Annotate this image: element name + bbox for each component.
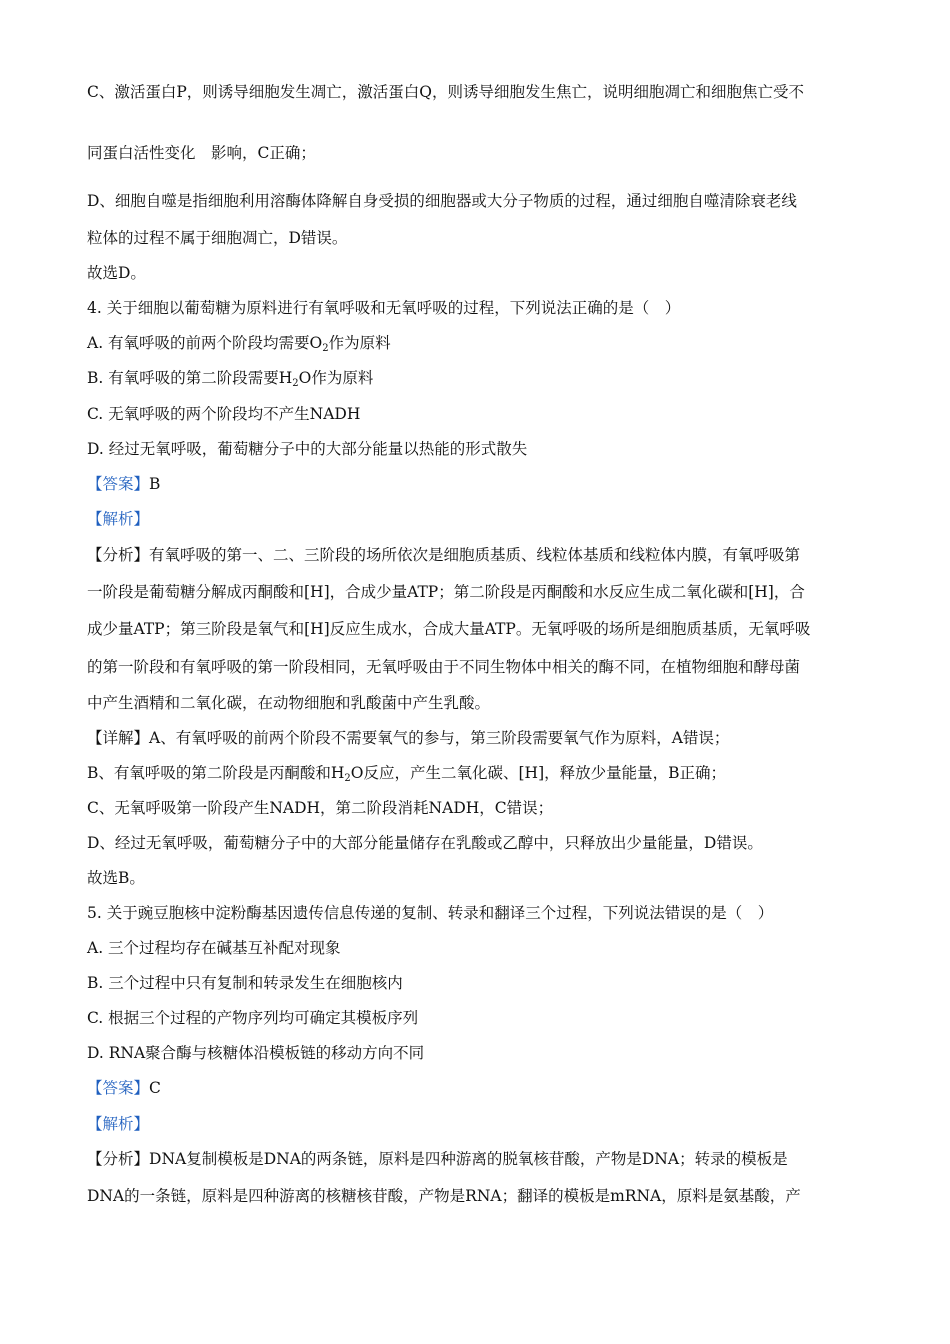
conclusion-prev: 故选D。 (87, 264, 146, 282)
q4-fenxi-line2: 一阶段是葡萄糖分解成丙酮酸和[H]，合成少量ATP；第二阶段是丙酮酸和水反应生成二氧化碳和[H]，合 (87, 583, 805, 601)
q5-fenxi-line1 (87, 1148, 788, 1170)
q5-stem: 5. 关于豌豆胞核中淀粉酶基因遗传信息传递的复制、转录和翻译三个过程，下列说法错误的是（ ） (87, 904, 774, 922)
q4-answer-value: B (149, 475, 161, 493)
q4-fenxi-text1: 有氧呼吸的第一、二、三阶段的场所依次是细胞质基质、线粒体基质和线粒体内膜，有氧呼吸第 (149, 546, 801, 564)
q4-xiangjie-b-pre: B、有氧呼吸的第二阶段是丙酮酸和H (87, 764, 345, 782)
q4-option-d: D. 经过无氧呼吸，葡萄糖分子中的大部分能量以热能的形式散失 (87, 440, 528, 458)
q4-xiangjie-c: C、无氧呼吸第一阶段产生NADH，第二阶段消耗NADH，C错误； (87, 799, 554, 817)
q5-fenxi-line2: DNA的一条链，原料是四种游离的核糖核苷酸，产物是RNA；翻译的模板是mRNA，原料是氨基酸，产 (87, 1187, 801, 1205)
q5-answer (87, 1077, 161, 1099)
q4-xiangjie-b (87, 762, 726, 784)
paragraph-d-line1: D、细胞自噬是指细胞利用溶酶体降解自身受损的细胞器或大分子物质的过程，通过细胞自噬清除衰老线 (87, 192, 797, 210)
q4-answer (87, 473, 160, 495)
q5-option-a: A. 三个过程均存在碱基互补配对现象 (87, 939, 341, 957)
q4-option-a-pre: A. 有氧呼吸的前两个阶段均需要O (87, 334, 323, 352)
q4-option-a (87, 332, 391, 354)
q4-option-a-sub: 2 (322, 343, 329, 354)
q5-analysis-tag: 【解析】 (87, 1115, 150, 1133)
q4-option-b-sub: 2 (292, 378, 299, 389)
q4-xiangjie-b-sub: 2 (344, 773, 351, 784)
q4-xiangjie-d: D、经过无氧呼吸，葡萄糖分子中的大部分能量储存在乳酸或乙醇中，只释放出少量能量，D错误。 (87, 834, 763, 852)
q5-option-b: B. 三个过程中只有复制和转录发生在细胞核内 (87, 974, 403, 992)
q4-fenxi-line5: 中产生酒精和二氧化碳，在动物细胞和乳酸菌中产生乳酸。 (87, 694, 491, 712)
q4-option-c: C. 无氧呼吸的两个阶段均不产生NADH (87, 405, 361, 423)
q4-conclusion: 故选B。 (87, 869, 145, 887)
q4-option-a-post: 作为原料 (328, 334, 391, 352)
q4-fenxi-line1 (87, 544, 800, 566)
q4-fenxi-tag: 【分析】 (87, 546, 150, 564)
paragraph-c-line2: 同蛋白活性变化 影响，C正确； (87, 144, 316, 162)
q5-fenxi-text1: DNA复制模板是DNA的两条链，原料是四种游离的脱氧核苷酸，产物是DNA；转录的模板是 (149, 1150, 788, 1168)
q4-analysis-tag: 【解析】 (87, 510, 150, 528)
q4-option-b-pre: B. 有氧呼吸的第二阶段需要H (87, 369, 293, 387)
q4-xiangjie-a (87, 727, 729, 749)
q5-option-c: C. 根据三个过程的产物序列均可确定其模板序列 (87, 1009, 419, 1027)
q5-answer-value: C (149, 1079, 161, 1097)
q4-xiangjie-b-post: O反应，产生二氧化碳、[H]，释放少量能量，B正确； (350, 764, 727, 782)
paragraph-c-line1: C、激活蛋白P，则诱导细胞发生凋亡，激活蛋白Q，则诱导细胞发生焦亡，说明细胞凋亡和细胞焦亡受不 (87, 83, 804, 101)
q4-xiangjie-a-text: A、有氧呼吸的前两个阶段不需要氧气的参与，第三阶段需要氧气作为原料，A错误； (149, 729, 730, 747)
q5-answer-tag: 【答案】 (87, 1079, 150, 1097)
q4-xiangjie-tag: 【详解】 (87, 729, 150, 747)
q4-fenxi-line3: 成少量ATP；第三阶段是氧气和[H]反应生成水，合成大量ATP。无氧呼吸的场所是细胞质基质，无氧呼吸 (87, 620, 811, 638)
q4-option-b-post: O作为原料 (298, 369, 374, 387)
paragraph-d-line2: 粒体的过程不属于细胞凋亡，D错误。 (87, 229, 348, 247)
q5-fenxi-tag: 【分析】 (87, 1150, 150, 1168)
q4-answer-tag: 【答案】 (87, 475, 150, 493)
q4-fenxi-line4: 的第一阶段和有氧呼吸的第一阶段相同，无氧呼吸由于不同生物体中相关的酶不同，在植物细胞和酵母菌 (87, 658, 801, 676)
q4-stem: 4. 关于细胞以葡萄糖为原料进行有氧呼吸和无氧呼吸的过程，下列说法正确的是（ ） (87, 299, 681, 317)
q5-option-d: D. RNA聚合酶与核糖体沿模板链的移动方向不同 (87, 1044, 425, 1062)
q4-option-b (87, 367, 373, 389)
